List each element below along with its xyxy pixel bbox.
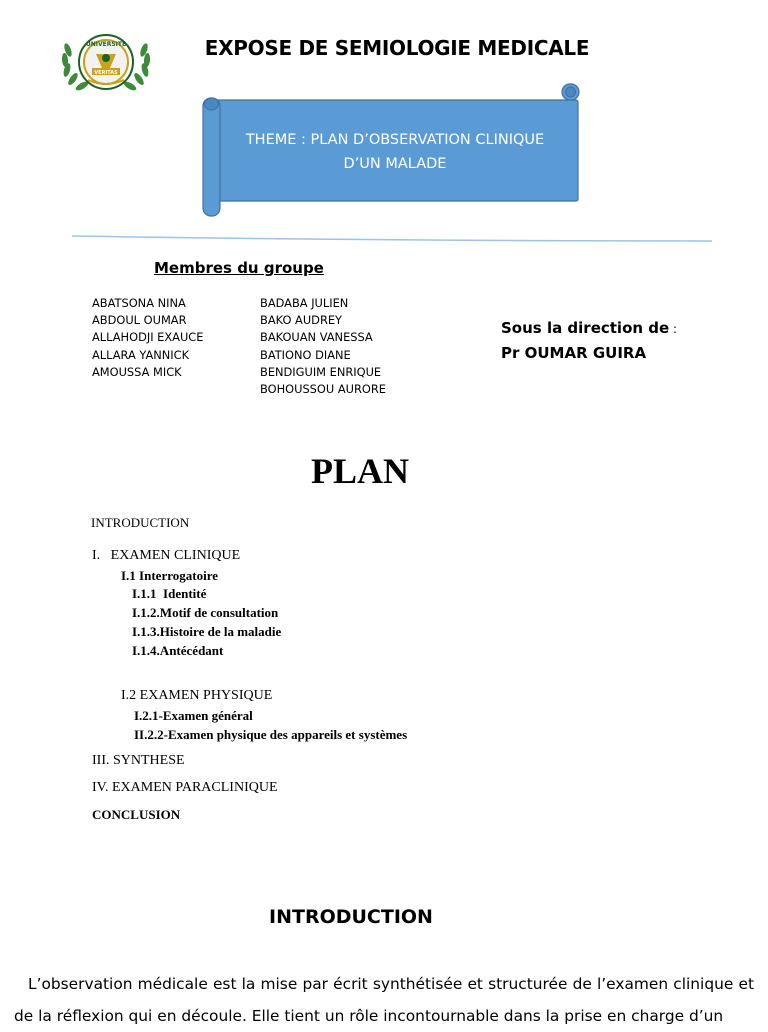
member-name: BATIONO DIANE <box>260 347 351 362</box>
plan-title: PLAN <box>311 451 409 491</box>
supervisor-name: Pr OUMAR GUIRA <box>501 344 647 362</box>
theme-line-1: THEME : PLAN D’OBSERVATION CLINIQUE <box>245 132 545 148</box>
member-name: ABDOUL OUMAR <box>92 313 187 328</box>
outline-item-1-1-1: I.1.1 Identité <box>132 586 207 601</box>
member-name: BAKOUAN VANESSA <box>260 330 373 345</box>
outline-introduction: INTRODUCTION <box>91 515 190 530</box>
introduction-heading: INTRODUCTION <box>269 906 433 928</box>
divider-line <box>72 232 712 246</box>
outline-item-1-1-4: I.1.4.Antécédant <box>132 643 224 658</box>
member-name: BADABA JULIEN <box>260 296 349 310</box>
outline-section-3: III. SYNTHESE <box>92 753 185 768</box>
document-title: EXPOSE DE SEMIOLOGIE MEDICALE <box>204 36 590 60</box>
theme-text <box>222 128 568 176</box>
outline-item-1-1-3: I.1.3.Histoire de la maladie <box>132 624 282 639</box>
supervisor-block <box>501 316 677 365</box>
svg-text:UNIVERSITE: UNIVERSITE <box>85 41 127 48</box>
supervisor-colon: : <box>669 322 678 336</box>
theme-line-2: D’UN MALADE <box>343 156 447 172</box>
outline-item-1-2-2: II.2.2-Examen physique des appareils et systèmes <box>134 727 408 742</box>
outline-item-1-1: I.1 Interrogatoire <box>121 568 218 583</box>
member-name: BAKO AUDREY <box>260 313 343 328</box>
member-name: ALLAHODJI EXAUCE <box>92 330 204 345</box>
introduction-paragraph: L’observation médicale est la mise par écrit synthétisée et structurée de l’examen clinique et de la réflexion qui en découle. Elle tient un rôle incontournable dans la prise en charge d’un <box>14 975 754 1025</box>
member-name: BOHOUSSOU AURORE <box>260 382 386 397</box>
members-column-1 <box>92 295 203 381</box>
outline-conclusion: CONCLUSION <box>92 807 181 822</box>
member-name: ALLARA YANNICK <box>92 347 190 362</box>
members-heading: Membres du groupe <box>154 259 324 277</box>
outline-item-1-2-1: I.2.1-Examen général <box>134 708 253 723</box>
outline-item-1-1-2: I.1.2.Motif de consultation <box>132 605 279 620</box>
outline-item-1-2: I.2 EXAMEN PHYSIQUE <box>121 688 273 703</box>
member-name: AMOUSSA MICK <box>92 364 182 379</box>
member-name: ABATSONA NINA <box>92 296 186 310</box>
svg-text:VERITAS: VERITAS <box>94 70 118 76</box>
supervisor-label: Sous la direction de <box>501 319 670 337</box>
member-name: BENDIGUIM ENRIQUE <box>260 364 382 379</box>
outline-section-1: I. EXAMEN CLINIQUE <box>92 548 241 563</box>
outline-section-4: IV. EXAMEN PARACLINIQUE <box>92 780 278 795</box>
members-column-2 <box>260 295 386 398</box>
